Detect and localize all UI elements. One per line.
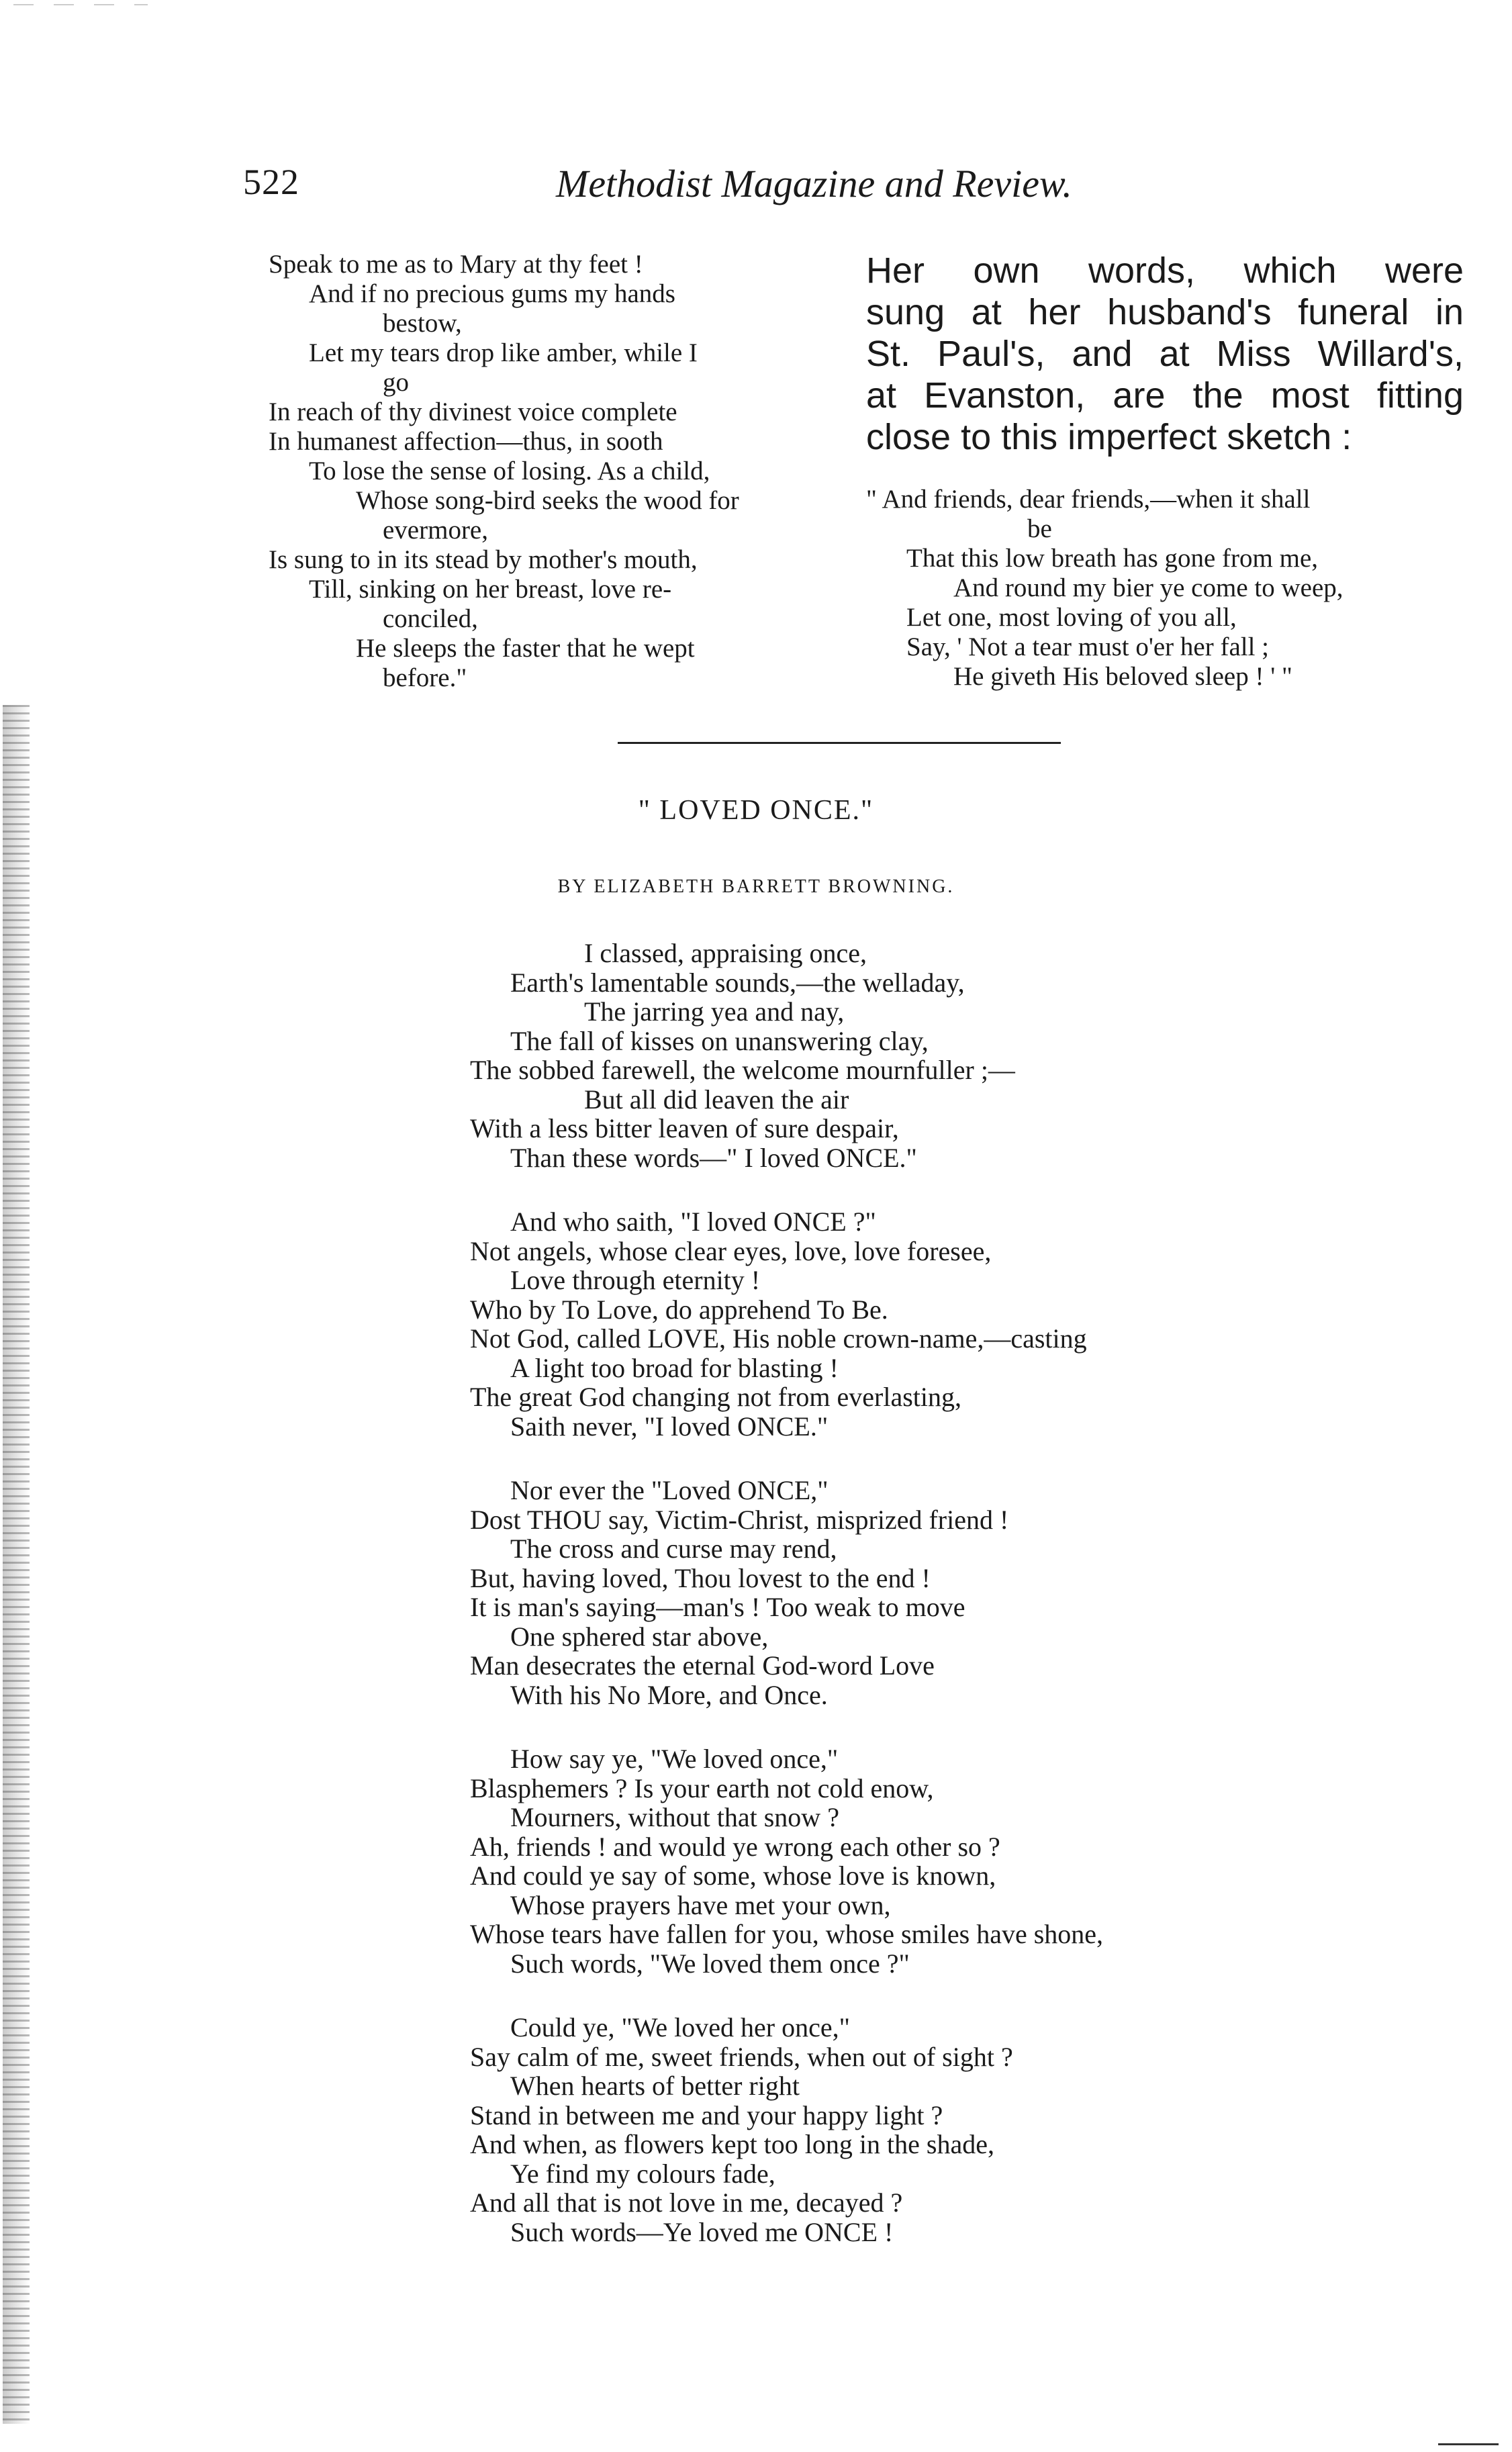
poem-line: With his No More, and Once.	[510, 1679, 828, 1710]
prose-line: St. Paul's, and at Miss Willard's,	[866, 334, 1464, 374]
verse-line: Till, sinking on her breast, love re-	[309, 575, 672, 604]
poem-line: Such words, "We loved them once ?"	[510, 1948, 910, 1979]
poem-author: BY ELIZABETH BARRETT BROWNING.	[557, 876, 955, 897]
verse-line: Let my tears drop like amber, while I	[309, 338, 698, 367]
poem-line: One sphered star above,	[510, 1621, 769, 1652]
poem-line: Whose tears have fallen for you, whose smiles have shone,	[470, 1919, 1104, 1949]
verse-line: Whose song-bird seeks the wood for	[356, 486, 739, 515]
poem-line: Could ye, "We loved her once,"	[510, 2012, 850, 2042]
poem-line: The jarring yea and nay,	[584, 996, 845, 1027]
poem-line: And all that is not love in me, decayed ?	[470, 2187, 903, 2218]
poem-line: How say ye, "We loved once,"	[510, 1744, 839, 1774]
quote-line: " And friends, dear friends,—when it shall	[866, 485, 1311, 514]
verse-line: In humanest affection—thus, in sooth	[269, 427, 663, 456]
poem-line: Man desecrates the eternal God-word Love	[470, 1650, 935, 1681]
poem-line: Stand in between me and your happy light ?	[470, 2100, 943, 2130]
poem-line: Love through eternity !	[510, 1265, 761, 1295]
quote-line: be	[1027, 514, 1052, 543]
right-column	[866, 250, 1464, 692]
poem-line: The sobbed farewell, the welcome mournfuller ;—	[470, 1055, 1015, 1085]
poem-line: Who by To Love, do apprehend To Be.	[470, 1294, 888, 1325]
verse-line: To lose the sense of losing. As a child,	[309, 457, 710, 485]
quote-line: Let one, most loving of you all,	[906, 603, 1237, 632]
scan-artifact-bottom	[1438, 2443, 1499, 2445]
poem-line: Ah, friends ! and would ye wrong each other so ?	[470, 1831, 1000, 1862]
poem-line: Ye find my colours fade,	[510, 2158, 775, 2189]
binding-edge-shadow	[3, 705, 30, 2424]
section-divider	[618, 742, 1061, 744]
poem-line: Mourners, without that snow ?	[510, 1802, 839, 1832]
running-title: Methodist Magazine and Review.	[556, 162, 1072, 205]
verse-line: conciled,	[383, 604, 478, 633]
verse-line: bestow,	[383, 309, 462, 338]
poem-line: Such words—Ye loved me ONCE !	[510, 2216, 894, 2247]
poem-line: Than these words—" I loved ONCE."	[510, 1142, 917, 1173]
verse-line: evermore,	[383, 516, 488, 545]
poem-line: The cross and curse may rend,	[510, 1534, 837, 1564]
poem-line: Not God, called LOVE, His noble crown-name,—casting	[470, 1323, 1087, 1354]
prose-line: at Evanston, are the most fitting	[866, 375, 1464, 416]
poem-stanza	[470, 1476, 1444, 1709]
scan-artifact-top	[13, 4, 148, 5]
poem-line: And who saith, "I loved ONCE ?"	[510, 1207, 876, 1237]
poem-line: But, having loved, Thou lovest to the end !	[470, 1562, 931, 1593]
poem-line: I classed, appraising once,	[584, 938, 867, 968]
verse-line: He sleeps the faster that he wept	[356, 634, 695, 663]
poem-stanza	[470, 939, 1444, 1172]
right-column-prose	[866, 250, 1464, 458]
poem-line: And when, as flowers kept too long in the shade,	[470, 2129, 994, 2159]
poem-line: The fall of kisses on unanswering clay,	[510, 1025, 929, 1056]
poem-title: " LOVED ONCE."	[638, 795, 874, 826]
prose-line: close to this imperfect sketch :	[866, 417, 1352, 457]
poem-stanza	[470, 1744, 1444, 1978]
poem-body	[470, 939, 1444, 2281]
right-column-quote	[866, 485, 1464, 692]
quote-line: Say, ' Not a tear must o'er her fall ;	[906, 632, 1270, 661]
poem-line: Dost THOU say, Victim-Christ, misprized friend !	[470, 1504, 1009, 1535]
prose-line: Her own words, which were	[866, 250, 1464, 291]
page-header	[0, 161, 1512, 215]
poem-line: It is man's saying—man's ! Too weak to move	[470, 1592, 965, 1622]
verse-line: Speak to me as to Mary at thy feet !	[269, 250, 643, 279]
verse-line: In reach of thy divinest voice complete	[269, 397, 677, 426]
poem-line: Earth's lamentable sounds,—the welladay,	[510, 967, 965, 998]
poem-line: Whose prayers have met your own,	[510, 1889, 891, 1920]
page-number: 522	[243, 162, 299, 202]
poem-line: Blasphemers ? Is your earth not cold enow,	[470, 1773, 934, 1803]
left-column-verse	[269, 250, 826, 693]
quote-line: He giveth His beloved sleep ! ' "	[953, 662, 1292, 691]
poem-line: A light too broad for blasting !	[510, 1352, 839, 1383]
poem-line: When hearts of better right	[510, 2071, 800, 2101]
verse-line: And if no precious gums my hands	[309, 279, 675, 308]
poem-line: With a less bitter leaven of sure despair,	[470, 1113, 899, 1143]
poem-line: Not angels, whose clear eyes, love, love foresee,	[470, 1235, 992, 1266]
prose-line: sung at her husband's funeral in	[866, 292, 1464, 332]
verse-line: Is sung to in its stead by mother's mouth,	[269, 545, 698, 574]
poem-line: But all did leaven the air	[584, 1084, 849, 1115]
poem-line: And could ye say of some, whose love is known,	[470, 1860, 996, 1891]
poem-line: Say calm of me, sweet friends, when out of sight ?	[470, 2041, 1013, 2072]
quote-line: That this low breath has gone from me,	[906, 544, 1319, 573]
poem-stanza	[470, 2013, 1444, 2247]
poem-stanza	[470, 1207, 1444, 1441]
verse-line: go	[383, 368, 409, 397]
poem-line: The great God changing not from everlasting,	[470, 1382, 961, 1412]
poem-line: Nor ever the "Loved ONCE,"	[510, 1475, 829, 1505]
quote-line: And round my bier ye come to weep,	[953, 573, 1343, 602]
verse-line: before."	[383, 663, 467, 692]
poem-line: Saith never, "I loved ONCE."	[510, 1411, 829, 1442]
